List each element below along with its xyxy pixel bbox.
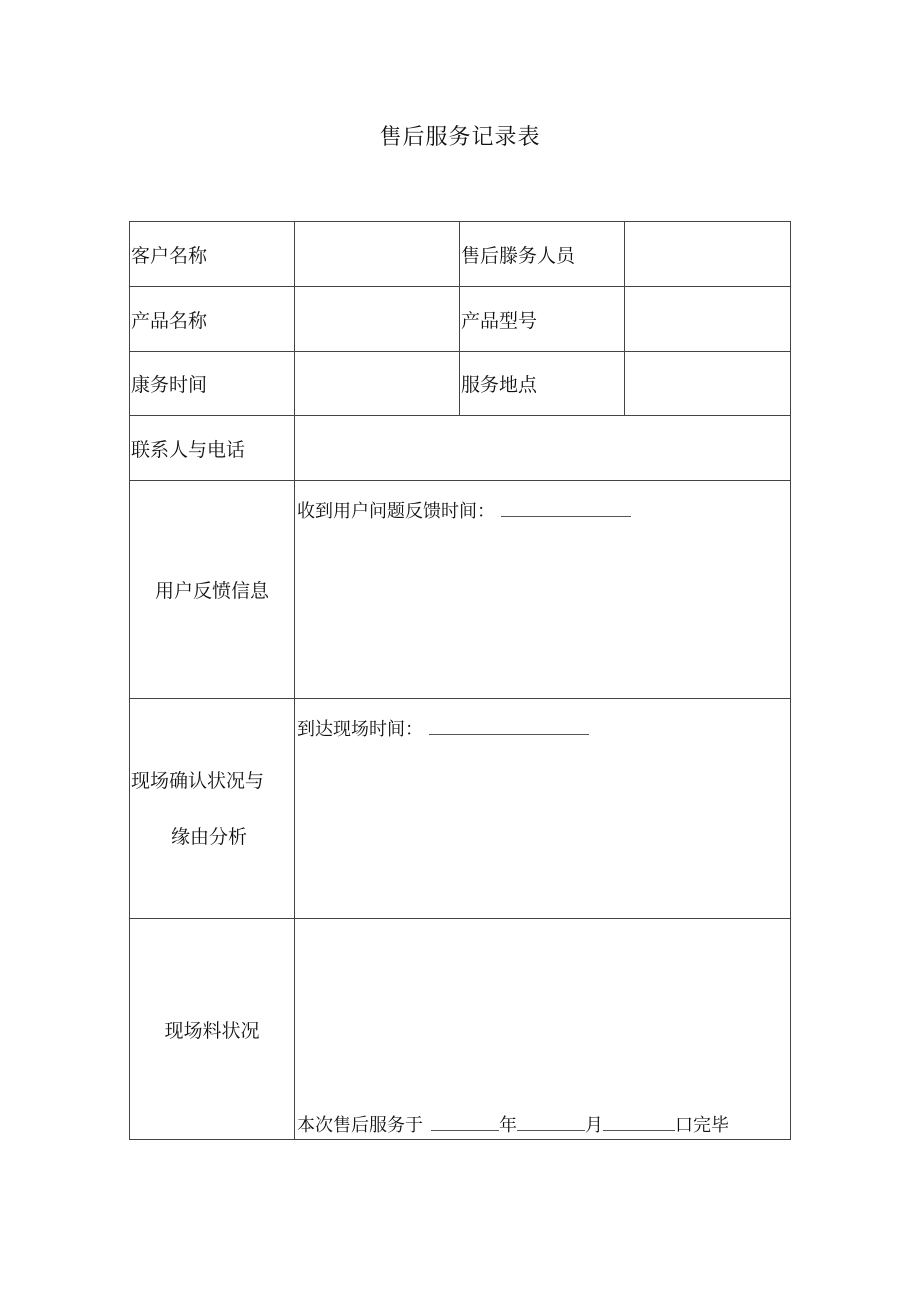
material-status-label: 现场料状况 xyxy=(130,919,295,1140)
material-status-cell[interactable] xyxy=(295,919,791,1140)
table-row xyxy=(130,919,791,1140)
onsite-analysis-label xyxy=(130,699,295,919)
customer-name-field[interactable] xyxy=(295,222,460,287)
arrival-time-blank[interactable] xyxy=(429,716,589,735)
table-row xyxy=(130,416,791,481)
arrival-time-line xyxy=(297,715,589,741)
service-staff-field[interactable] xyxy=(625,222,791,287)
product-model-label: 产品型号 xyxy=(460,287,625,352)
onsite-analysis-cell[interactable] xyxy=(295,699,791,919)
service-time-field[interactable] xyxy=(295,352,460,416)
year-label: 年 xyxy=(499,1115,517,1136)
service-record-table xyxy=(129,221,791,1140)
customer-name-label: 客户名称 xyxy=(130,222,295,287)
onsite-label-line-1: 现场确认状况与 xyxy=(131,769,265,792)
year-blank[interactable] xyxy=(431,1112,499,1131)
table-row xyxy=(130,222,791,287)
month-blank[interactable] xyxy=(517,1112,585,1131)
feedback-time-line xyxy=(297,497,631,523)
product-name-field[interactable] xyxy=(295,287,460,352)
table-row xyxy=(130,481,791,699)
contact-phone-field[interactable] xyxy=(295,416,791,481)
feedback-time-label: 收到用户问题反馈时间： xyxy=(297,501,495,522)
service-location-label: 服务地点 xyxy=(460,352,625,416)
service-staff-label: 售后滕务人员 xyxy=(460,222,625,287)
month-label: 月 xyxy=(585,1115,603,1136)
completion-line xyxy=(297,1111,729,1137)
arrival-time-label: 到达现场时间： xyxy=(297,719,423,740)
completion-suffix: 口完毕 xyxy=(675,1115,729,1136)
page-title: 售后服务记录表 xyxy=(379,125,541,150)
service-time-label: 康务时间 xyxy=(130,352,295,416)
table-row xyxy=(130,287,791,352)
day-blank[interactable] xyxy=(603,1112,675,1131)
table-row xyxy=(130,352,791,416)
table-row xyxy=(130,699,791,919)
onsite-label-line-2: 缘由分析 xyxy=(171,825,248,848)
contact-phone-label: 联系人与电话 xyxy=(130,416,295,481)
product-model-field[interactable] xyxy=(625,287,791,352)
service-location-field[interactable] xyxy=(625,352,791,416)
feedback-label: 用户反愤信息 xyxy=(130,481,295,699)
product-name-label: 产品名称 xyxy=(130,287,295,352)
feedback-cell[interactable] xyxy=(295,481,791,699)
completion-prefix: 本次售后服务于 xyxy=(297,1115,423,1136)
feedback-time-blank[interactable] xyxy=(501,498,631,517)
